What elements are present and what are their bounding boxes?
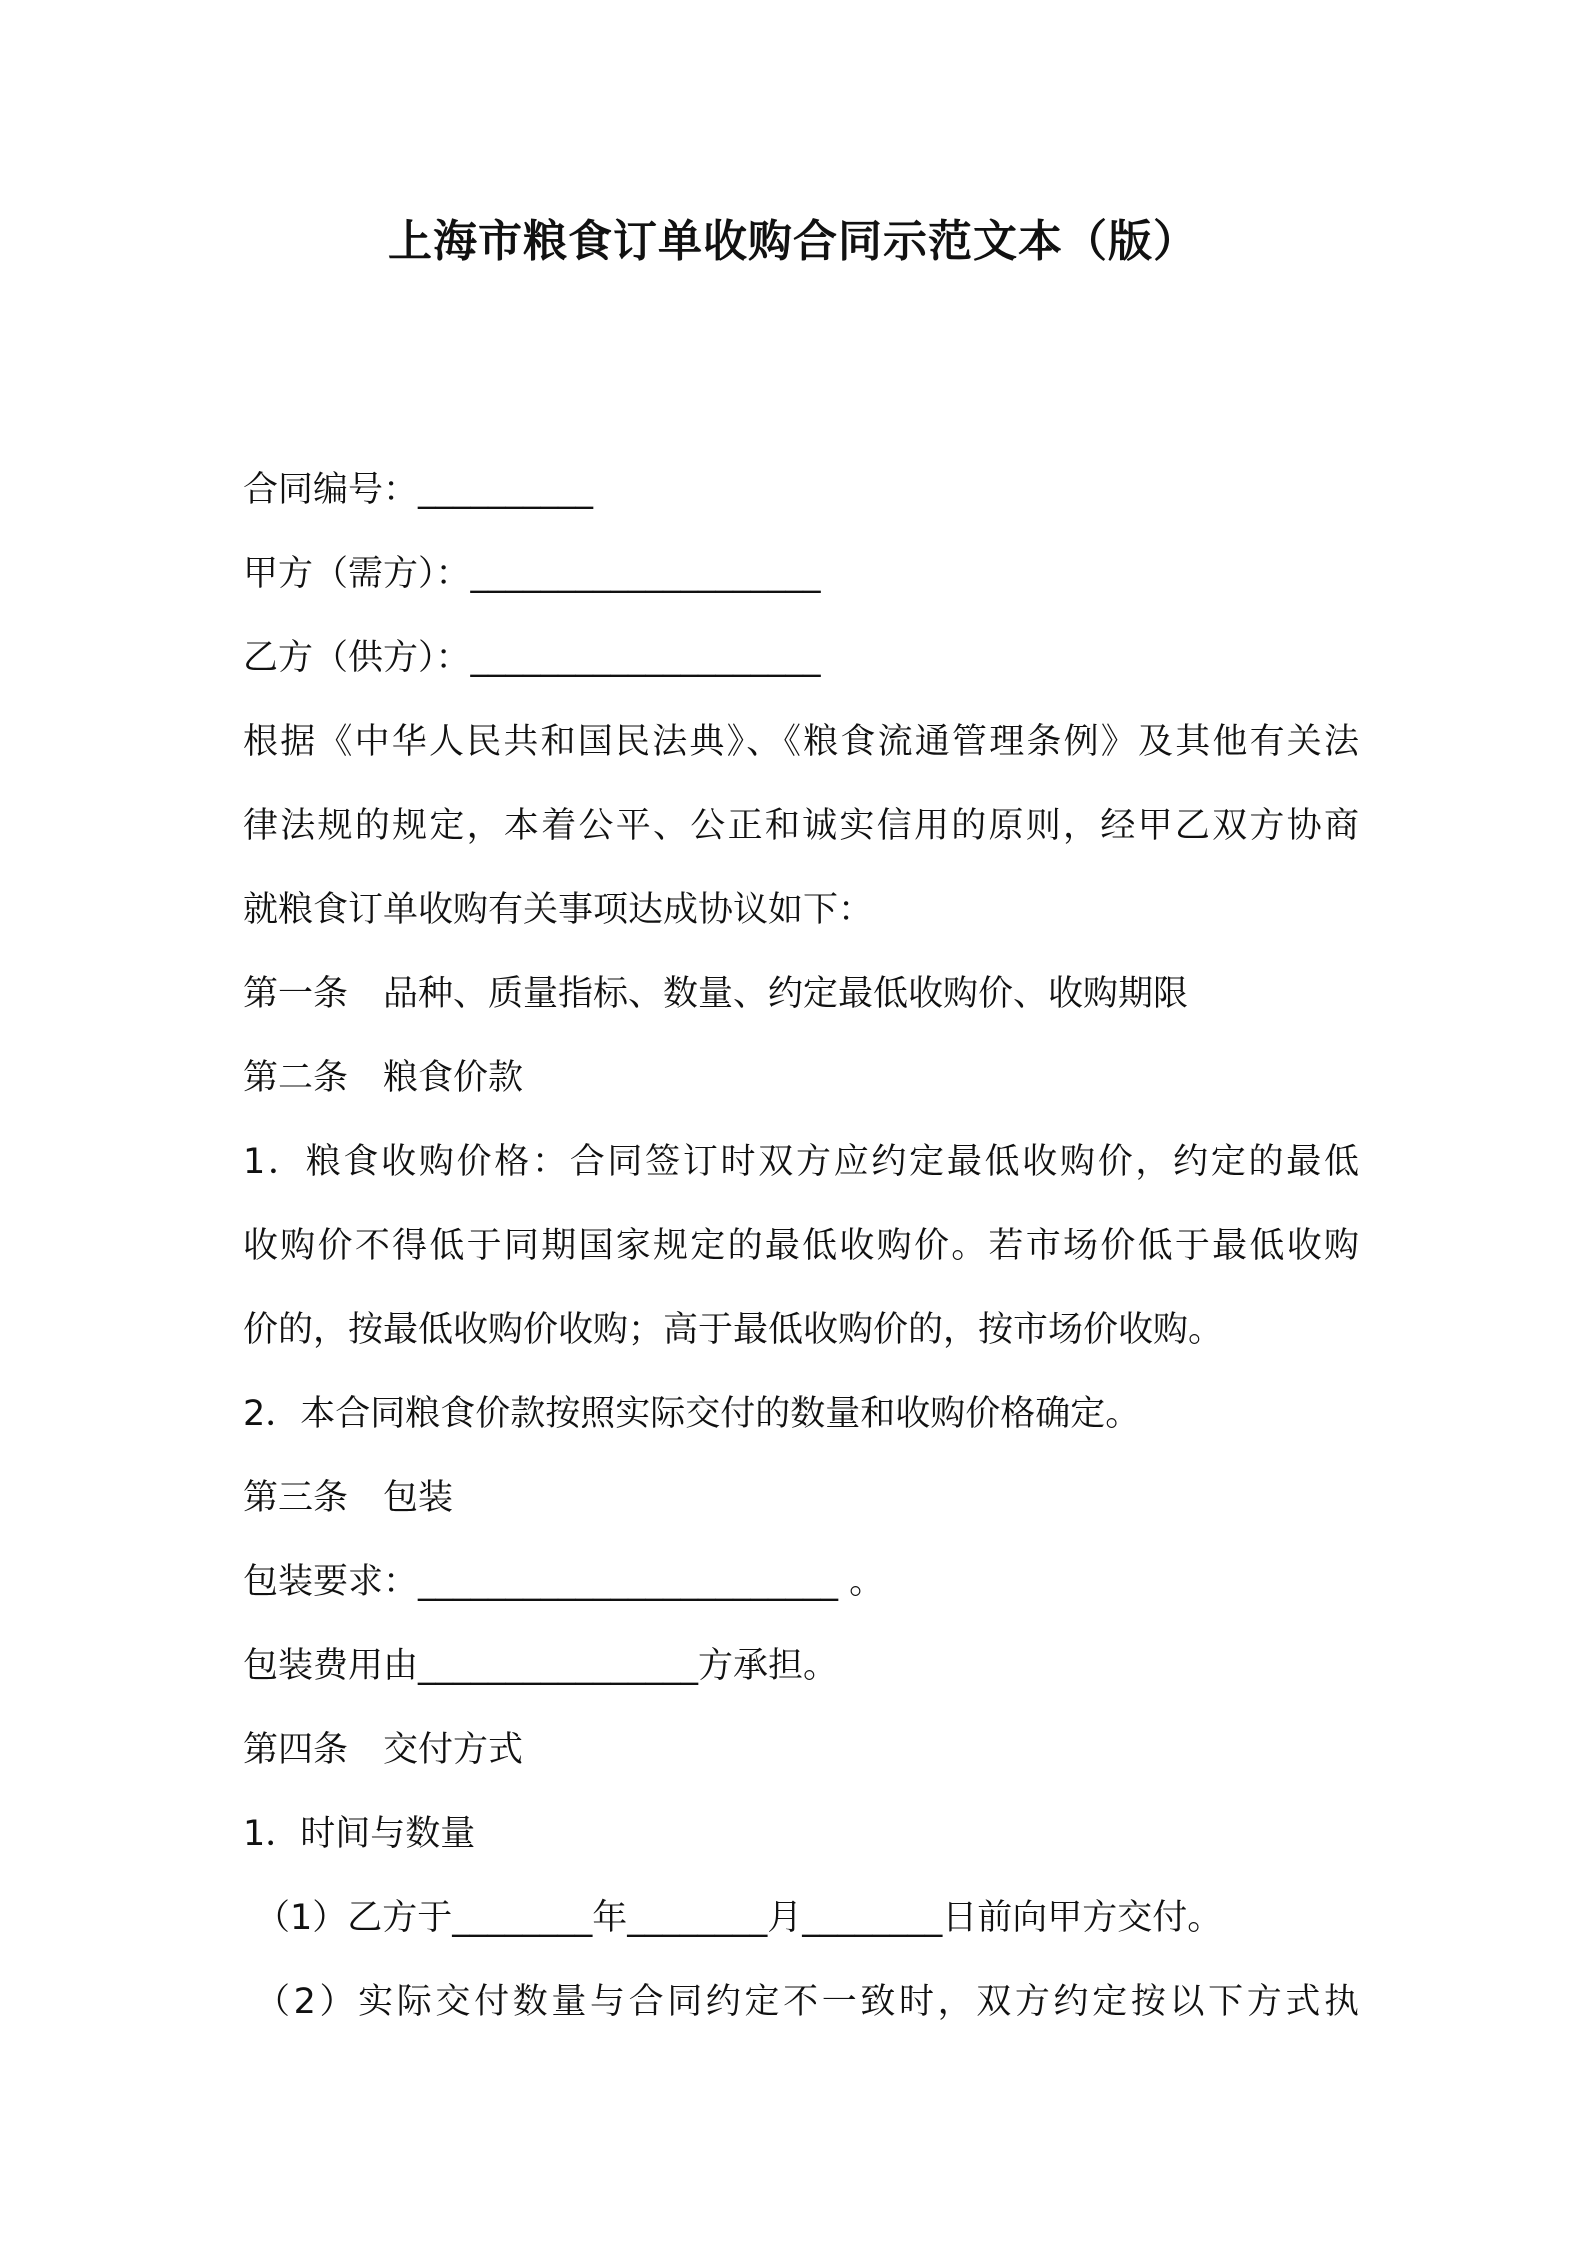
- article-3-heading: 第三条 包装: [243, 1478, 454, 1518]
- preamble-line: 根据《中华人民共和国民法典》、《粮食流通管理条例》及其他有关法: [243, 722, 1359, 762]
- article-2-clause-line: 1．粮食收购价格：合同签订时双方应约定最低收购价，约定的最低: [243, 1142, 1359, 1182]
- document-title: 上海市粮食订单收购合同示范文本（版）: [388, 216, 1198, 267]
- packaging-requirement-line: 包装要求：________________________ 。: [243, 1562, 885, 1602]
- party-b-line: 乙方（供方）：____________________: [243, 638, 821, 678]
- contract-number-line: 合同编号：__________: [243, 470, 594, 510]
- article-1-heading: 第一条 品种、质量指标、数量、约定最低收购价、收购期限: [243, 974, 1189, 1014]
- article-4-item-line: （1）乙方于________年________月________日前向甲方交付。: [255, 1898, 1223, 1938]
- article-2-clause-line: 价的，按最低收购价收购；高于最低收购价的，按市场价收购。: [243, 1310, 1224, 1350]
- party-a-line: 甲方（需方）：____________________: [243, 554, 821, 594]
- article-2-clause-line: 收购价不得低于同期国家规定的最低收购价。若市场价低于最低收购: [243, 1226, 1359, 1266]
- article-4-item-line: （2）实际交付数量与合同约定不一致时，双方约定按以下方式执: [255, 1982, 1359, 2022]
- preamble-line: 律法规的规定，本着公平、公正和诚实信用的原则，经甲乙双方协商: [243, 806, 1359, 846]
- article-2-heading: 第二条 粮食价款: [243, 1058, 524, 1098]
- preamble-line: 就粮食订单收购有关事项达成协议如下：: [243, 890, 874, 930]
- document-body: [243, 448, 1359, 2044]
- article-4-subheading: 1．时间与数量: [243, 1814, 476, 1854]
- article-2-clause-line: 2．本合同粮食价款按照实际交付的数量和收购价格确定。: [243, 1394, 1141, 1434]
- article-4-heading: 第四条 交付方式: [243, 1730, 524, 1770]
- packaging-cost-line: 包装费用由________________方承担。: [243, 1646, 839, 1686]
